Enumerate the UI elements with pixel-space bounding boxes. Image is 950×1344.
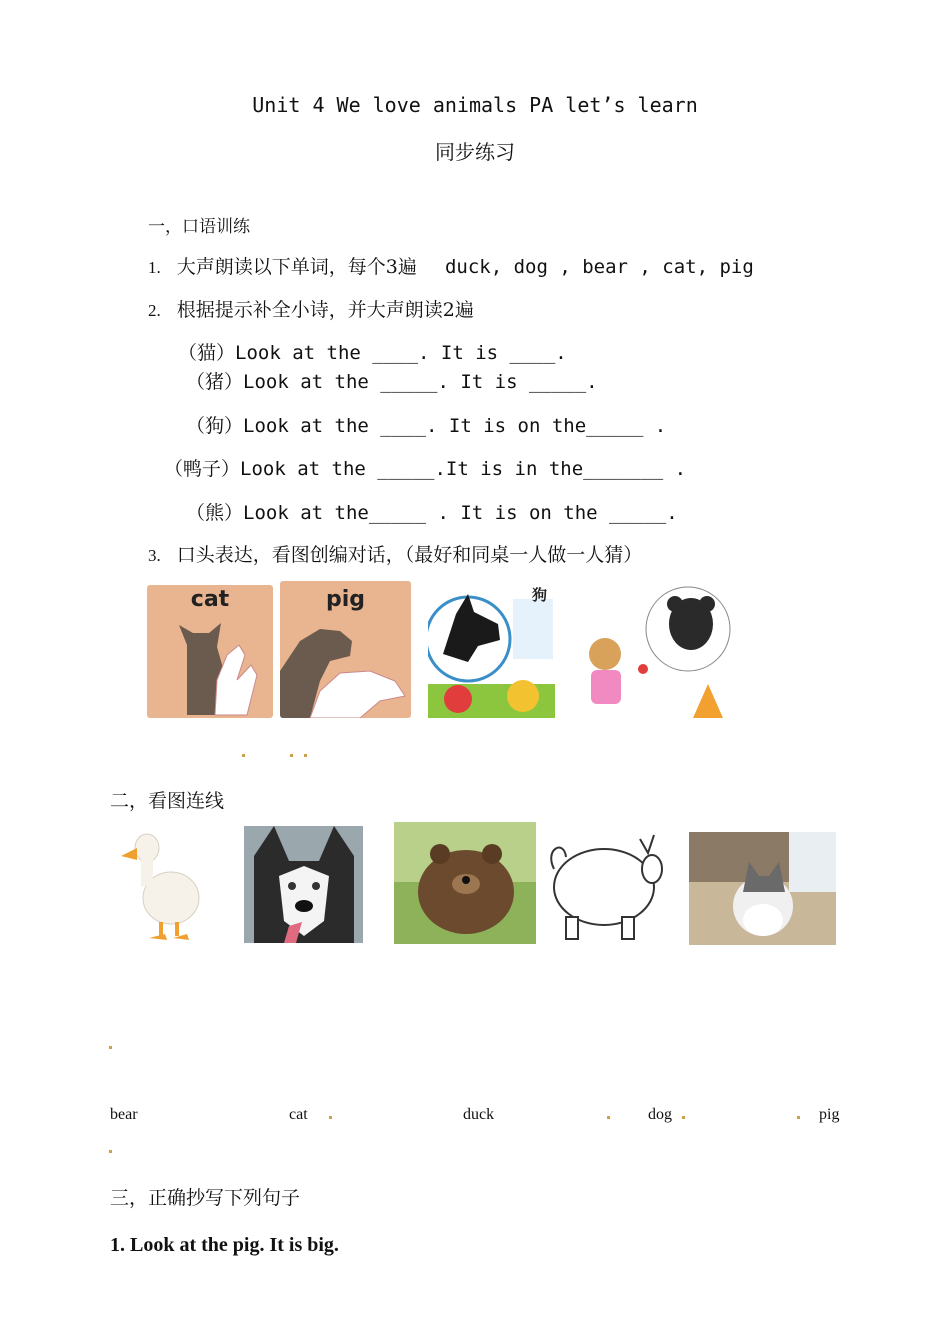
match-word-dog: dog [648, 1106, 672, 1123]
stray-dot [682, 1116, 685, 1119]
stray-dot [242, 754, 245, 757]
item2-text: 根据提示补全小诗，并大声朗读2遍 [176, 299, 474, 321]
stray-dot [109, 1150, 112, 1153]
match-word-cat: cat [289, 1106, 308, 1123]
item2 [148, 295, 474, 322]
item1-words: duck, dog , bear , cat, pig [444, 256, 754, 278]
match-word-pig: pig [819, 1106, 840, 1123]
cat-card-label: cat [190, 587, 230, 612]
pig-drawing [544, 829, 664, 944]
stray-dot [329, 1116, 332, 1119]
cat-photo [689, 832, 836, 945]
stray-dot [304, 754, 307, 757]
dog-card-label: 狗 [532, 586, 548, 604]
stray-dot [109, 1046, 112, 1049]
item3-number: 3. [148, 546, 161, 565]
item1-number: 1. [148, 258, 161, 277]
section2-heading: 二，看图连线 [110, 790, 225, 812]
poem-line-pig: （猪）Look at the _____. It is _____. [186, 371, 598, 393]
page-title: Unit 4 We love animals PA let’s learn [252, 93, 698, 117]
item3-text: 口头表达，看图创编对话，（最好和同桌一人做一人猜） [176, 544, 643, 566]
husky-dog-photo [244, 826, 363, 943]
poem-line-bear: （熊）Look at the_____ . It is on the _____. [186, 502, 678, 524]
copy-sentence: 1. Look at the pig. It is big. [110, 1234, 339, 1256]
item3 [148, 540, 642, 567]
bear-photo [394, 822, 536, 944]
stray-dot [290, 754, 293, 757]
match-word-duck: duck [463, 1106, 495, 1123]
poem-line-dog: （狗）Look at the ____. It is on the_____ . [186, 415, 667, 437]
pig-shadow-hand-image [280, 581, 411, 718]
item2-number: 2. [148, 301, 161, 320]
page-subtitle: 同步练习 [435, 140, 515, 164]
cat-shadow-hand-image [147, 585, 273, 718]
section3-heading: 三，正确抄写下列句子 [110, 1187, 301, 1209]
stray-dot [607, 1116, 610, 1119]
poem-line-duck: （鸭子）Look at the _____.It is in the_______ . [164, 458, 687, 480]
item1-text: 大声朗读以下单词，每个3遍 [176, 256, 417, 278]
item1 [148, 252, 754, 279]
match-word-bear: bear [110, 1106, 138, 1123]
poem-line-cat: （猫）Look at the ____. It is ____. [178, 342, 567, 364]
bear-shadow-puppet-image [573, 584, 735, 718]
dog-shadow-puppet-image [428, 584, 555, 718]
pig-card-label: pig [325, 587, 366, 612]
duck-photo [115, 826, 215, 944]
section1-heading: 一，口语训练 [148, 217, 250, 237]
stray-dot [797, 1116, 800, 1119]
